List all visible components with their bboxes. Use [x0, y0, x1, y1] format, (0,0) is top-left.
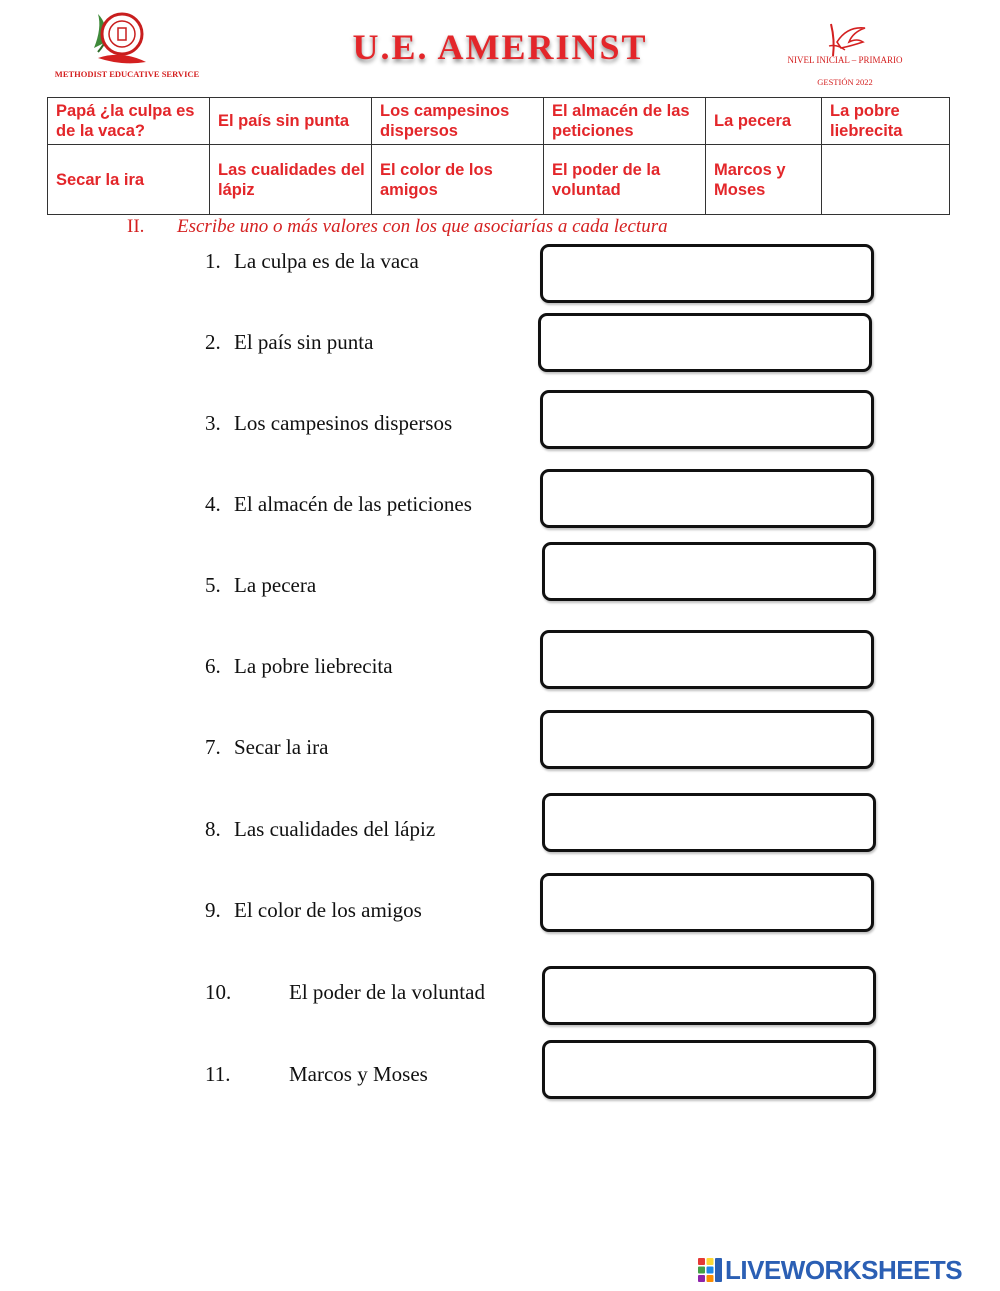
answer-box-7[interactable] [540, 710, 874, 769]
item-number: 4. [205, 492, 221, 516]
table-row [48, 98, 950, 145]
item-number: 11. [205, 1062, 231, 1086]
table-cell: Las cualidades del lápiz [210, 145, 372, 215]
answer-box-3[interactable] [540, 390, 874, 449]
list-item [205, 980, 485, 1005]
list-item [205, 573, 316, 598]
list-item [205, 249, 419, 274]
item-label: El poder de la voluntad [289, 980, 485, 1004]
readings-table [47, 97, 950, 215]
instruction-number: II. [127, 216, 145, 237]
answer-box-2[interactable] [538, 313, 872, 372]
table-row [48, 145, 950, 215]
table-cell: Secar la ira [48, 145, 210, 215]
list-item [205, 1062, 428, 1087]
item-number: 2. [205, 330, 221, 354]
table-cell: El poder de la voluntad [544, 145, 706, 215]
instruction-text: Escribe uno o más valores con los que asociarías a cada lectura [177, 216, 668, 237]
list-item [205, 411, 452, 436]
answer-box-4[interactable] [540, 469, 874, 528]
item-number: 8. [205, 817, 221, 841]
answer-box-10[interactable] [542, 966, 876, 1025]
table-cell [822, 145, 950, 215]
item-label: El país sin punta [234, 330, 374, 354]
item-number: 7. [205, 735, 221, 759]
item-number: 5. [205, 573, 221, 597]
table-cell: La pobre liebrecita [822, 98, 950, 145]
table-cell: Marcos y Moses [706, 145, 822, 215]
item-number: 9. [205, 898, 221, 922]
instruction [127, 216, 668, 238]
list-item [205, 817, 435, 842]
item-label: La culpa es de la vaca [234, 249, 419, 273]
table-cell: Papá ¿la culpa es de la vaca? [48, 98, 210, 145]
item-number: 3. [205, 411, 221, 435]
answer-box-5[interactable] [542, 542, 876, 601]
item-label: El color de los amigos [234, 898, 422, 922]
table-cell: El color de los amigos [372, 145, 544, 215]
item-label: Los campesinos dispersos [234, 411, 453, 435]
list-item [205, 735, 328, 760]
list-item [205, 492, 472, 517]
year-label: GESTIÓN 2022 [817, 77, 873, 87]
item-label: Las cualidades del lápiz [234, 817, 436, 841]
liveworksheets-logo-icon [698, 1258, 722, 1282]
liveworksheets-brand [698, 1256, 962, 1284]
table-cell: El almacén de las peticiones [544, 98, 706, 145]
table-cell: La pecera [706, 98, 822, 145]
level-label: NIVEL INICIAL – PRIMARIO [787, 55, 903, 65]
item-label: La pecera [234, 573, 317, 597]
item-label: La pobre liebrecita [234, 654, 393, 678]
item-label: Secar la ira [234, 735, 329, 759]
table-cell: Los campesinos dispersos [372, 98, 544, 145]
brand-name: LIVEWORKSHEETS [725, 1254, 963, 1285]
list-item [205, 898, 422, 923]
list-item [205, 330, 373, 355]
answer-box-6[interactable] [540, 630, 874, 689]
item-number: 10. [205, 980, 232, 1004]
logo-caption: METHODIST EDUCATIVE SERVICE [54, 69, 200, 79]
dove-logo [825, 16, 871, 60]
table-cell: El país sin punta [210, 98, 372, 145]
item-label: El almacén de las peticiones [234, 492, 472, 516]
item-number: 1. [205, 249, 221, 273]
answer-box-9[interactable] [540, 873, 874, 932]
item-label: Marcos y Moses [289, 1062, 428, 1086]
answer-box-1[interactable] [540, 244, 874, 303]
answer-box-11[interactable] [542, 1040, 876, 1099]
answer-box-8[interactable] [542, 793, 876, 852]
list-item [205, 654, 393, 679]
item-number: 6. [205, 654, 221, 678]
school-title: U.E. AMERINST [352, 27, 648, 67]
